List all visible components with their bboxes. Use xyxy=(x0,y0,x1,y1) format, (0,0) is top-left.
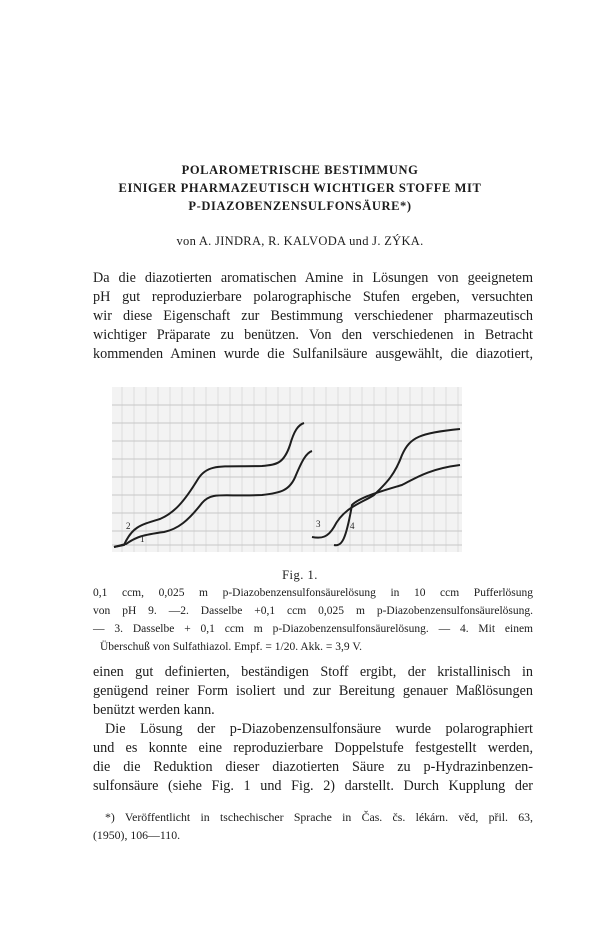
paragraph-2-line: die die Reduktion dieser diazotierten Säure zu p-Hydrazinbenzen- xyxy=(93,759,533,775)
polarogram-figure xyxy=(112,387,462,552)
paragraph-1-line: kommenden Aminen wurde die Sulfanilsäure ausgewählt, die diazotiert, xyxy=(93,346,533,362)
paragraph-2-line: sulfonsäure (siehe Fig. 1 und Fig. 2) darstellt. Durch Kupplung der xyxy=(93,778,533,794)
paragraph-2-line: und es konnte eine reproduzierbare Doppelstufe festgestellt werden, xyxy=(93,740,533,756)
title-line-3: P-DIAZOBENZENSULFONSÄURE*) xyxy=(188,199,412,213)
paragraph-2-line: genügend reiner Form isoliert und zur Bereitung genauer Maßlösungen xyxy=(93,683,533,699)
title-line-1: POLAROMETRISCHE BESTIMMUNG xyxy=(181,163,419,177)
footnote-line: *) Veröffentlicht in tschechischer Sprache in Čas. čs. lékárn. věd, přil. 63, xyxy=(105,810,533,824)
curve-label-3: 3 xyxy=(316,519,321,529)
curve-label-1: 1 xyxy=(140,534,145,544)
paragraph-1-line: pH gut reproduzierbare polarographische Stufen ergeben, versuchten xyxy=(93,289,533,305)
figure-caption-line: Überschuß von Sulfathiazol. Empf. = 1/20. Akk. = 3,9 V. xyxy=(100,641,363,653)
curve-label-2: 2 xyxy=(126,521,131,531)
paragraph-2-line: benützt werden kann. xyxy=(93,702,215,718)
footnote-line: (1950), 106—110. xyxy=(93,828,181,842)
figure-caption-line: von pH 9. —2. Dasselbe +0,1 ccm 0,025 m p-Diazobenzensulfonsäurelösung. xyxy=(93,605,533,617)
figure-caption-line: — 3. Dasselbe + 0,1 ccm m p-Diazobenzensulfonsäurelösung. — 4. Mit einem xyxy=(93,623,533,635)
polarogram-image xyxy=(112,387,462,552)
paragraph-1-line: wir diese Eigenschaft zur Bestimmung verschiedener pharmazeutisch xyxy=(93,308,533,324)
figure-title: Fig. 1. xyxy=(282,568,318,582)
curve-label-4: 4 xyxy=(350,521,355,531)
title-line-2: EINIGER PHARMAZEUTISCH WICHTIGER STOFFE MIT xyxy=(118,181,482,195)
figure-caption-line: 0,1 ccm, 0,025 m p-Diazobenzensulfonsäurelösung in 10 ccm Pufferlösung xyxy=(93,587,533,599)
paragraph-2-line: einen gut definierten, beständigen Stoff ergibt, der kristallinisch in xyxy=(93,664,533,680)
paragraph-1-line: wichtiger Präparate zu benützen. Von den verschiedenen in Betracht xyxy=(93,327,533,343)
authors: von A. JINDRA, R. KALVODA und J. ZÝKA. xyxy=(176,234,424,248)
paragraph-2-line: Die Lösung der p-Diazobenzensulfonsäure wurde polarographiert xyxy=(105,721,533,737)
paragraph-1-line: Da die diazotierten aromatischen Amine in Lösungen von geeignetem xyxy=(93,270,533,286)
